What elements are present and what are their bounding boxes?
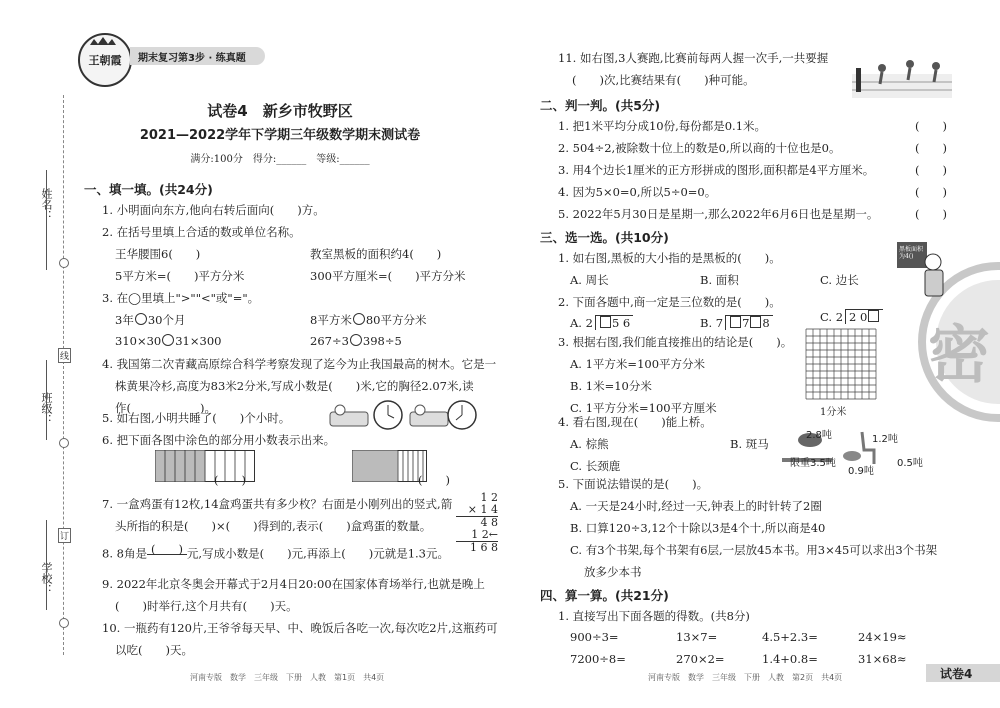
question-6: 6. 把下面各图中涂色的部分用小数表示出来。 (102, 433, 336, 447)
compare-circle (353, 313, 365, 325)
board-text: 黑板面积为4() (899, 246, 924, 260)
question-7-line1: 7. 一盒鸡蛋有12枚,14盒鸡蛋共有多少枚？右面是小刚列出的竖式,箭 (102, 497, 453, 511)
question-1: 1. 小明面向东方,他向右转后面向( )方。 (102, 203, 325, 217)
judge-1: 1. 把1米平均分成10份,每份都是0.1米。 (558, 119, 767, 133)
binding-dot (59, 258, 69, 268)
sleep-clock-illustration (328, 398, 478, 432)
score-line: 满分:100分 得分:______ 等级:______ (190, 154, 370, 165)
weight-deer: 0.5吨 (897, 458, 923, 469)
question-4-line3: 作( )。 (115, 401, 216, 415)
choice-3: 3. 根据右图,我们能直接推出的结论是( )。 (558, 335, 793, 349)
question-4-line2: 株黄果冷杉,高度为83米2分米,写成小数是( )米,它的胸径2.07米,读 (115, 379, 474, 393)
class-line (46, 360, 47, 440)
calc-item: 4.5+2.3= (762, 630, 818, 644)
school-line (46, 520, 47, 610)
binding-dot (59, 618, 69, 628)
question-5: 5. 如右图,小明共睡了( )个小时。 (102, 411, 291, 425)
choice-5c-line1: C. 有3个书架,每个书架有6层,一层放45本书。用3×45可以求出3个书架 (570, 543, 938, 557)
paper-title: 试卷4 新乡市牧野区 (207, 102, 353, 120)
question-10-line1: 10. 一瓶药有120片,王爷爷每天早、中、晚饭后各吃一次,每次吃2片,这瓶药可 (102, 621, 498, 635)
section-calculate: 四、算一算。(共21分) (540, 588, 669, 603)
decimal-answer-1: ( ) (214, 473, 246, 487)
name-label: 姓名： (40, 188, 53, 221)
judge-2-paren: ( ) (915, 141, 947, 155)
question-2c: 5平方米=( )平方分米 (115, 269, 245, 283)
question-2: 2. 在括号里填上合适的数或单位名称。 (102, 225, 301, 239)
question-3d: 267÷3 398÷5 (310, 334, 402, 348)
class-label: 班级： (40, 392, 53, 425)
decimal-answer-2: ( ) (418, 473, 450, 487)
choice-3a: A. 1平方米=100平方分米 (570, 357, 706, 371)
brand-logo: 王朝霞 (78, 33, 132, 87)
calc-item: 31×68≈ (858, 652, 907, 666)
paper-subtitle: 2021—2022学年下学期三年级数学期末测试卷 (139, 128, 421, 143)
school-label: 学校： (40, 562, 53, 595)
judge-2: 2. 504÷2,被除数十位上的数是0,所以商的十位也是0。 (558, 141, 841, 155)
judge-3-paren: ( ) (915, 163, 947, 177)
choice-1a: A. 周长 (570, 273, 609, 287)
judge-1-paren: ( ) (915, 119, 947, 133)
judge-5-paren: ( ) (915, 207, 947, 221)
fraction-blank: ( ) (147, 544, 187, 565)
question-7-line2: 头所指的积是( )×( )得到的,表示( )盒鸡蛋的数量。 (115, 519, 432, 533)
judge-4-paren: ( ) (915, 185, 947, 199)
question-9-line1: 9. 2022年北京冬奥会开幕式于2月4日20:00在国家体育场举行,也就是晚上 (102, 577, 485, 591)
calc-item: 13×7= (676, 630, 718, 644)
question-2a: 王华腰围6( ) (115, 247, 201, 261)
question-11-line1: 11. 如右图,3人赛跑,比赛前每两人握一次手,一共要握 (558, 51, 829, 65)
right-footer: 河南专版 数学 三年级 下册 人教 第2页 共4页 (648, 673, 843, 682)
choice-5: 5. 下面说法错误的是( )。 (558, 477, 709, 491)
calc-item: 7200÷8= (570, 652, 626, 666)
question-3: 3. 在◯里填上">""<"或"="。 (102, 291, 260, 305)
choice-4b: B. 斑马 (730, 437, 769, 451)
judge-4: 4. 因为5×0=0,所以5÷0=0。 (558, 185, 717, 199)
judge-3: 3. 用4个边长1厘米的正方形拼成的图形,面积都是4平方厘米。 (558, 163, 875, 177)
calc-instructions: 1. 直接写出下面各题的得数。(共8分) (558, 609, 750, 623)
grid-figure (805, 328, 877, 400)
compare-circle (162, 334, 174, 346)
binding-mark-line: 线 (58, 348, 71, 363)
question-9-line2: ( )时举行,这个月共有( )天。 (115, 599, 298, 613)
calc-item: 24×19≈ (858, 630, 907, 644)
binding-strip (63, 95, 64, 655)
weight-zebra: 0.9吨 (848, 466, 874, 477)
choice-1: 1. 如右图,黑板的大小指的是黑板的( )。 (558, 251, 781, 265)
choice-4a: A. 棕熊 (570, 437, 609, 451)
choice-3b: B. 1米=10分米 (570, 379, 652, 393)
choice-2b: B. 7 7 8 (700, 316, 773, 330)
bridge-limit: 限重3.5吨 (790, 458, 836, 469)
calc-item: 1.4+0.8= (762, 652, 818, 666)
question-3c: 310×30 31×300 (115, 334, 222, 348)
compare-circle (350, 334, 362, 346)
seal-char: 密 (928, 318, 991, 391)
choice-5a: A. 一天是24小时,经过一天,钟表上的时针转了2圈 (570, 499, 822, 513)
question-8: 8. 8角是 ( ) 元,写成小数是( )元,再添上( )元就是1.3元。 (102, 544, 449, 565)
question-4-line1: 4. 我国第二次青藏高原综合科学考察发现了迄今为止我国最高的树木。它是一 (102, 357, 497, 371)
race-illustration (852, 54, 952, 100)
weight-giraffe: 1.2吨 (872, 434, 898, 445)
choice-5c-line2: 放多少本书 (584, 565, 642, 579)
choice-4c: C. 长颈鹿 (570, 459, 621, 473)
compare-circle (135, 313, 147, 325)
question-2b: 教室黑板的面积约4( ) (310, 247, 442, 261)
question-3b: 8平方米 80平方分米 (310, 313, 427, 327)
binding-dot (59, 438, 69, 448)
choice-2: 2. 下面各题中,商一定是三位数的是( )。 (558, 295, 781, 309)
decimal-figure-2 (352, 450, 427, 482)
choice-2c: C. 2 2 0 (820, 310, 883, 324)
binding-mark-order: 订 (58, 528, 71, 543)
calc-item: 270×2= (676, 652, 725, 666)
section-choose: 三、选一选。(共10分) (540, 230, 669, 245)
left-footer: 河南专版 数学 三年级 下册 人教 第1页 共4页 (190, 673, 385, 682)
choice-2a: A. 2 5 6 (570, 316, 633, 330)
vertical-calc: 1 2 × 1 4 4 8 1 2← 1 6 8 (456, 492, 498, 554)
calc-item: 900÷3= (570, 630, 619, 644)
question-10-line2: 以吃( )天。 (115, 643, 193, 657)
section-fill-in: 一、填一填。(共24分) (84, 182, 213, 197)
question-11-line2: ( )次,比赛结果有( )种可能。 (572, 73, 755, 87)
choice-1c: C. 边长 (820, 273, 859, 287)
name-line (46, 170, 47, 270)
question-3a: 3年 30个月 (115, 313, 186, 327)
banner-text: 期末复习第3步 · 练真题 (138, 53, 246, 64)
weight-bear: 2.8吨 (806, 430, 832, 441)
section-judge: 二、判一判。(共5分) (540, 98, 661, 113)
judge-5: 5. 2022年5月30日是星期一,那么2022年6月6日也是星期一。 (558, 207, 879, 221)
choice-1b: B. 面积 (700, 273, 739, 287)
grid-caption: 1分米 (820, 407, 847, 418)
choice-4: 4. 看右图,现在( )能上桥。 (558, 415, 712, 429)
choice-3c: C. 1平方分米=100平方厘米 (570, 401, 717, 415)
right-page (500, 0, 1000, 708)
choice-5b: B. 口算120÷3,12个十除以3是4个十,所以商是40 (570, 521, 826, 535)
paper-tag-label: 试卷4 (940, 667, 973, 681)
question-2d: 300平方厘米=( )平方分米 (310, 269, 466, 283)
